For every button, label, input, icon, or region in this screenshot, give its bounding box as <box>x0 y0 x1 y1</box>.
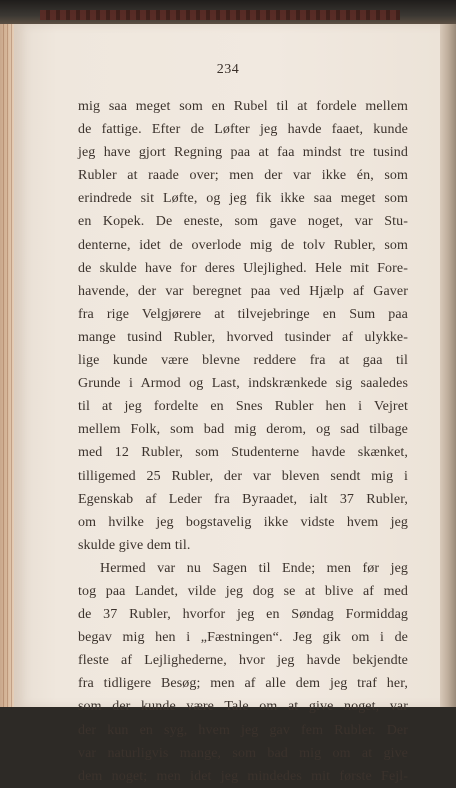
text-line: Egenskab af Leder fra Byraadet, ialt 37 Rubler, <box>78 491 408 507</box>
text-line: de 37 Rubler, hvorfor jeg en Søndag Formiddag <box>78 607 408 623</box>
text-line: lige kunde være blevne reddere fra at gaa til <box>78 353 408 369</box>
text-line: de skulde have for deres Ulejlighed. Hele mit Fore- <box>78 260 408 276</box>
text-line: erindrede sit Løfte, og jeg fik ikke saa meget som <box>78 191 408 207</box>
paragraph-end-line: skulde give dem til. <box>78 537 191 553</box>
body-text <box>78 95 408 788</box>
text-line: til at jeg fordelte en Snes Rubler hen i Vejret <box>78 399 408 415</box>
text-line: fleste af Lejlighederne, hvor jeg havde bekjendte <box>78 653 408 669</box>
text-line: en Kopek. De eneste, som gave noget, var Stu- <box>78 214 408 230</box>
page-edge-line <box>7 24 8 707</box>
page-edge-line <box>11 24 12 707</box>
text-line: med 12 Rubler, som Studenterne havde skænket, <box>78 445 408 461</box>
text-line: havende, der var beregnet paa ved Hjælp af Gaver <box>78 283 408 299</box>
text-line: mig saa meget som en Rubel til at fordele mellem <box>78 99 408 114</box>
text-line: denterne, idet de overlode mig de tolv Rubler, som <box>78 237 408 253</box>
text-line: om hvilke jeg bogstavelig ikke vidste hvem jeg <box>78 514 408 530</box>
text-line: var naturligvis mange, som bad mig om at give <box>78 745 408 761</box>
text-line: mellem Folk, som bad mig derom, og sad tilbage <box>78 422 408 438</box>
text-line: som der kunde være Tale om at give noget, var <box>78 699 408 715</box>
text-line: Rubler at raade over; men der var ikke én, som <box>78 168 408 184</box>
text-line: tilligemed 25 Rubler, der var bleven sendt mig i <box>78 468 408 484</box>
text-line: fra rige Velgjørere at tilvejebringe en Sum paa <box>78 306 408 322</box>
text-line: begav mig hen i „Fæstningen“. Jeg gik om i de <box>78 630 408 646</box>
text-line: tog paa Landet, vilde jeg dog se at blive af med <box>78 583 408 599</box>
page-edge-line <box>3 24 4 707</box>
book-gutter-right <box>440 24 456 707</box>
text-line: mange tusind Rubler, hvorved tusinder af ulykke- <box>78 329 408 345</box>
paragraph-start-line: Hermed var nu Sagen til Ende; men før jeg <box>100 560 408 576</box>
text-line: dem noget; men idet jeg mindedes mit første Fejl- <box>78 768 408 784</box>
text-line: jeg have gjort Regning paa at faa mindst tre tusind <box>78 145 408 161</box>
text-line: fra tidligere Besøg; men af alle dem jeg traf her, <box>78 676 408 692</box>
text-line: de fattige. Efter de Løfter jeg havde faaet, kunde <box>78 122 408 138</box>
spine-binding <box>40 10 400 20</box>
text-line: Grunde i Armod og Last, indskrænkede sig saaledes <box>78 376 408 392</box>
page-number: 234 <box>216 62 240 77</box>
text-line: der kun en syg, hvem jeg gav fem Rubler. Der <box>78 722 408 738</box>
